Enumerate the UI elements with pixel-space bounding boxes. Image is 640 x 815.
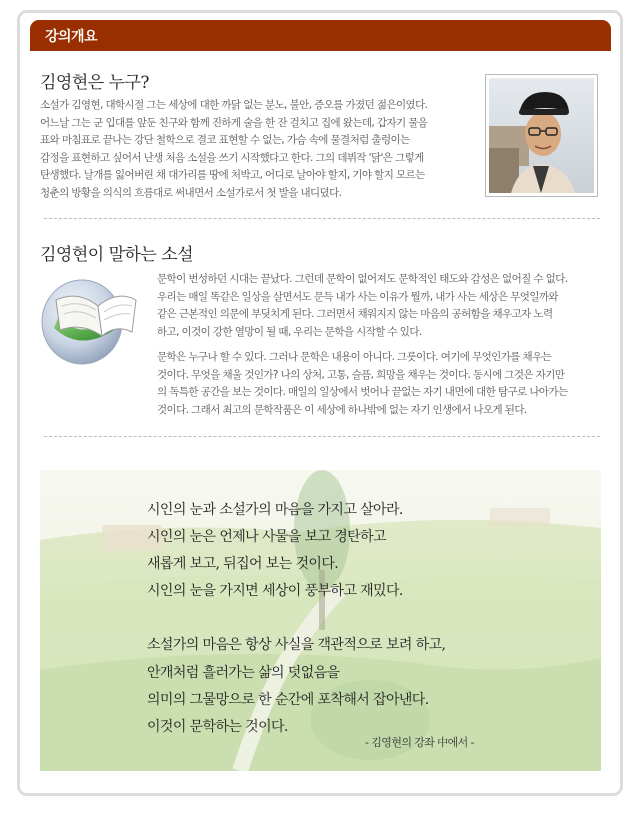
profile-line: 청춘의 방황을 의식의 흐름대로 써내면서 소설가로서 첫 발을 내디뎠다. bbox=[40, 186, 342, 199]
novel-line: 것이다. 무엇을 채울 것인가? 나의 상처, 고통, 슬픔, 희망을 채우는 것이다. 동시에 그것은 자기만 bbox=[157, 368, 565, 381]
section-header-bar bbox=[30, 20, 611, 51]
profile-line: 표와 마침표로 끝나는 강단 철학으로 결코 표현할 수 없는, 가슴 속에 물결처럼 출렁이는 bbox=[40, 134, 410, 146]
profile-line: 감정을 표현하고 싶어서 난생 처음 소설을 쓰기 시작했다고 한다. 그의 데뷔작 '닭'은 그렇게 bbox=[40, 151, 424, 164]
section-header-title: 강의개요 bbox=[45, 29, 98, 45]
profile-line: 탄생했다. 날개를 잃어버린 채 대가리를 땅에 처박고, 어디로 날아야 할지, 기야 할지 모르는 bbox=[40, 169, 425, 181]
quote-line: 시인의 눈은 언제나 사물을 보고 경탄하고 bbox=[147, 529, 386, 546]
quote-source: - 김영현의 강좌 中에서 - bbox=[365, 736, 474, 749]
novel-line: 의 독특한 공간을 보는 것이다. 매일의 일상에서 벗어나 끝없는 자기 내면에 대한 탐구로 나아가는 bbox=[157, 386, 568, 398]
quote-poem bbox=[147, 497, 445, 741]
novel-line: 문학이 번성하던 시대는 끝났다. 그런데 문학이 없어져도 문학적인 태도와 감성은 없어질 수 없다. bbox=[157, 273, 568, 285]
author-photo bbox=[485, 74, 598, 197]
novel-line: 것이다. 그래서 최고의 문학작품은 이 세상에 하나밖에 없는 자기 인생에서 나오게 된다. bbox=[157, 403, 527, 416]
quote-line: 이것이 문학하는 것이다. bbox=[147, 718, 288, 735]
quote-line: 안개처럼 흘러가는 삶의 덧없음을 bbox=[147, 664, 340, 681]
quote-box bbox=[40, 470, 601, 771]
novel-line: 문학은 누구나 할 수 있다. 그러나 문학은 내용이 아니다. 그릇이다. 여기에 무엇인가를 채우는 bbox=[157, 351, 552, 363]
quote-line: 시인의 눈과 소설가의 마음을 가지고 살아라. bbox=[147, 502, 403, 518]
novel-paragraph-2 bbox=[157, 349, 607, 419]
profile-line: 소설가 김영현, 대학시절 그는 세상에 대한 까닭 없는 분노, 불안, 증오를 가졌던 젊은이였다. bbox=[40, 99, 428, 111]
quote-line: 시인의 눈을 가지면 세상이 풍부하고 재밌다. bbox=[147, 583, 403, 600]
quote-line: 소설가의 마음은 항상 사실을 객관적으로 보려 하고, bbox=[147, 637, 446, 654]
novel-title: 김영현이 말하는 소설 bbox=[40, 245, 194, 265]
novel-line: 우리는 매일 똑같은 일상을 살면서도 문득 내가 사는 이유가 뭘까, 내가 사는 세상은 무엇일까와 bbox=[157, 290, 558, 303]
open-book-icon bbox=[40, 270, 140, 370]
novel-line: 하고, 이것이 강한 열망이 될 때, 우리는 문학을 시작할 수 있다. bbox=[157, 325, 422, 338]
profile-paragraph bbox=[40, 97, 480, 202]
profile-line: 어느날 그는 군 입대를 앞둔 친구와 함께 진하게 술을 한 잔 걸치고 집에 왔는데, 갑자기 물음 bbox=[40, 116, 428, 129]
novel-line: 같은 근본적인 의문에 부딪치게 된다. 그러면서 채워지지 않는 마음의 공허함을 채우고자 노력 bbox=[157, 308, 553, 320]
profile-title: 김영현은 누구? bbox=[40, 73, 150, 93]
author-portrait bbox=[489, 78, 594, 193]
quote-line: 의미의 그물망으로 한 순간에 포착해서 잡아낸다. bbox=[147, 691, 429, 708]
section-divider bbox=[44, 436, 600, 437]
section-divider bbox=[44, 218, 600, 219]
quote-line-gap bbox=[147, 605, 445, 632]
novel-paragraph-1 bbox=[157, 271, 607, 341]
quote-line: 새롭게 보고, 뒤집어 보는 것이다. bbox=[147, 556, 339, 573]
